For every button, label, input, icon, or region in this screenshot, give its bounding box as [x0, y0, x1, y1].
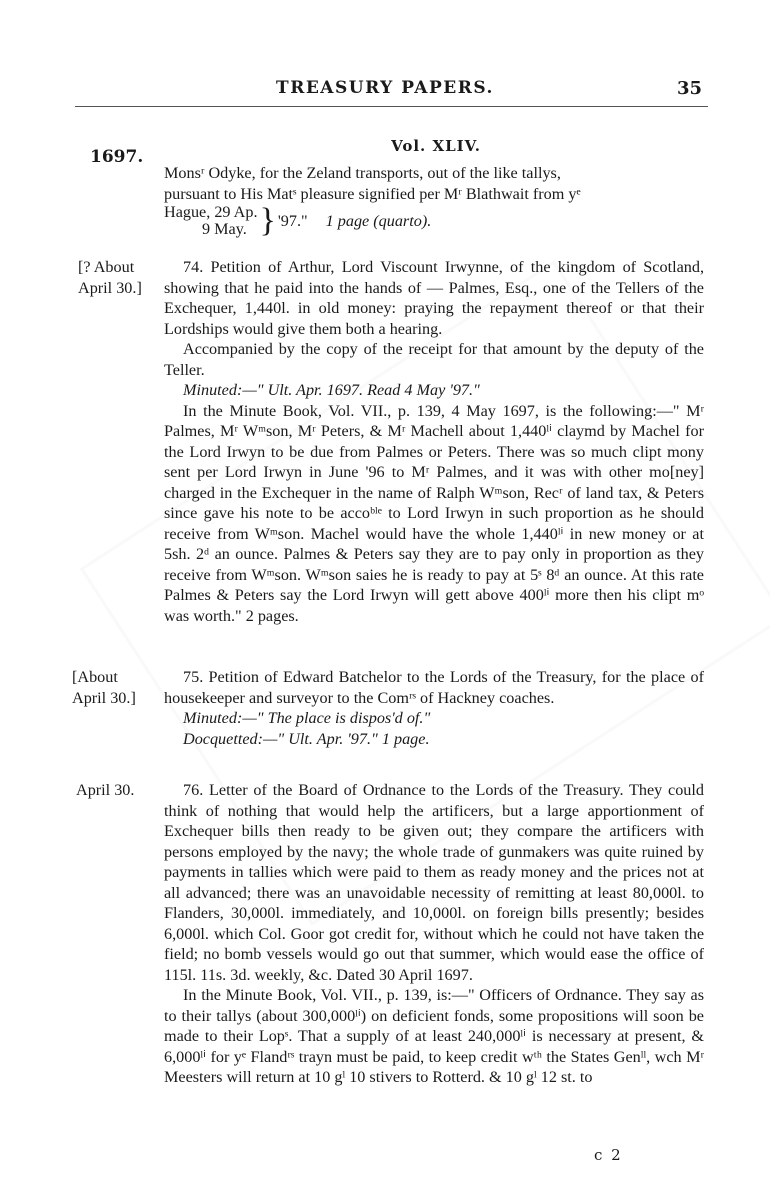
brace-glyph: }: [259, 202, 276, 239]
entry-paragraph: 74. Petition of Arthur, Lord Viscount Irwynne, of the kingdom of Scotland, showing that he paid into the hands of — Palmes, Esq., one of the Tellers of the Exchequer, 1,440l. in old money: praying the repayment thereof or that their Lordships would give them both a hearing.: [164, 258, 704, 338]
signature-mark: c 2: [594, 1146, 623, 1164]
date-first: Hague, 29 Ap.: [164, 203, 258, 221]
entry-76: [164, 780, 704, 1088]
margin-line: [? About: [78, 258, 135, 276]
margin-line: April 30.]: [72, 688, 136, 707]
entry-paragraph: 75. Petition of Edward Batchelor to the Lords of the Treasury, for the place of housekeeper and surveyor to the Comʳˢ of Hackney coaches.: [164, 668, 704, 707]
intro-paragraph: [164, 163, 704, 238]
entry-paragraph: Accompanied by the copy of the receipt for that amount by the deputy of the Teller.: [164, 340, 704, 379]
page-number: 35: [676, 78, 702, 99]
margin-date-75: [72, 667, 136, 708]
intro-line-2: pursuant to His Matˢ pleasure signified per Mʳ Blathwait from yᵉ: [164, 184, 581, 203]
margin-line: April 30.: [76, 781, 135, 799]
margin-line: April 30.]: [78, 278, 142, 297]
date-stack: [164, 204, 258, 238]
running-header-title: TREASURY PAPERS.: [276, 78, 494, 98]
intro-date-row: [164, 204, 704, 238]
entry-75: [164, 667, 704, 749]
entry-paragraph: 76. Letter of the Board of Ordnance to the Lords of the Treasury. They could think of nothing that would help the artificers, but a large apportionment of Exchequer bills then ready to be given out; they compare the artificers with persons employed by the navy; the whole trade of gunmakers was quite ruined by payments in tallies which were paid to them as ready money and the prices not at all advanced; there was an unavoidable necessity of remitting at least 80,000l. to Flanders, 30,000l. immediately, and 10,000l. on foreign bills presently; besides 6,000l. which Col. Goor got credit for, without which he could not have taken the field; no bomb vessels would go out that summer, which would ease the office of 115l. 11s. 3d. weekly, &c. Dated 30 April 1697.: [164, 781, 704, 984]
header-rule: [75, 106, 708, 107]
margin-date-76: [76, 780, 134, 801]
entry-paragraph: In the Minute Book, Vol. VII., p. 139, is:—" Officers of Ordnance. They say as to their tallys (about 300,000ˡⁱ) on deficient fonds, some propositions will soon be made to their Lopˢ. That a supply of at least 240,000ˡⁱ is necessary at present, & 6,000ˡⁱ for yᵉ Flandʳˢ trayn must be paid, to keep credit wᵗʰ the States Genˡˡ, wch Mʳ Meesters will return at 10 gˡ 10 stivers to Rotterd. & 10 gˡ 12 st. to: [164, 986, 704, 1086]
entry-paragraph: In the Minute Book, Vol. VII., p. 139, 4 May 1697, is the following:—" Mʳ Palmes, Mʳ Wᵐson, Mʳ Peters, & Mʳ Machell about 1,440ˡⁱ claymd by Machel for the Lord Irwyn to be due from Palmes or Peters. There was so much clipt mony sent per Lord Irwyn in June '96 to Mʳ Palmes, and it was with other mo[ney] charged in the Exchequer in the name of Ralph Wᵐson, Recʳ of land tax, & Peters since gave his note to be accoᵇˡᵉ to Lord Irwyn in such proportion as he should receive from Wᵐson. Machel would have the whole 1,440ˡⁱ in new money or at 5sh. 2ᵈ an ounce. Palmes & Peters say they are to pay only in proportion as they receive from Wᵐson. Wᵐson saies he is ready to pay at 5ˢ 8ᵈ an ounce. At this rate Palmes & Peters say the Lord Irwyn will gett above 400ˡⁱ more then his clipt mᵒ was worth." 2 pages.: [164, 401, 704, 625]
intro-line-1: Monsʳ Odyke, for the Zeland transports, out of the like tallys,: [164, 164, 561, 182]
year-marker: 1697.: [90, 147, 144, 167]
volume-heading: Vol. XLIV.: [391, 137, 481, 155]
entry-minuted: Minuted:—" The place is dispos'd of.": [183, 709, 431, 727]
entry-74: [164, 257, 704, 626]
entry-minuted: Minuted:—" Ult. Apr. 1697. Read 4 May '97.": [183, 381, 480, 399]
date-year: '97.": [277, 211, 308, 230]
margin-date-74: [78, 257, 142, 298]
margin-line: [About: [72, 668, 118, 686]
date-second: 9 May.: [202, 220, 247, 238]
page-count: 1 page (quarto).: [325, 211, 432, 230]
entry-docquetted: Docquetted:—" Ult. Apr. '97." 1 page.: [183, 729, 430, 748]
